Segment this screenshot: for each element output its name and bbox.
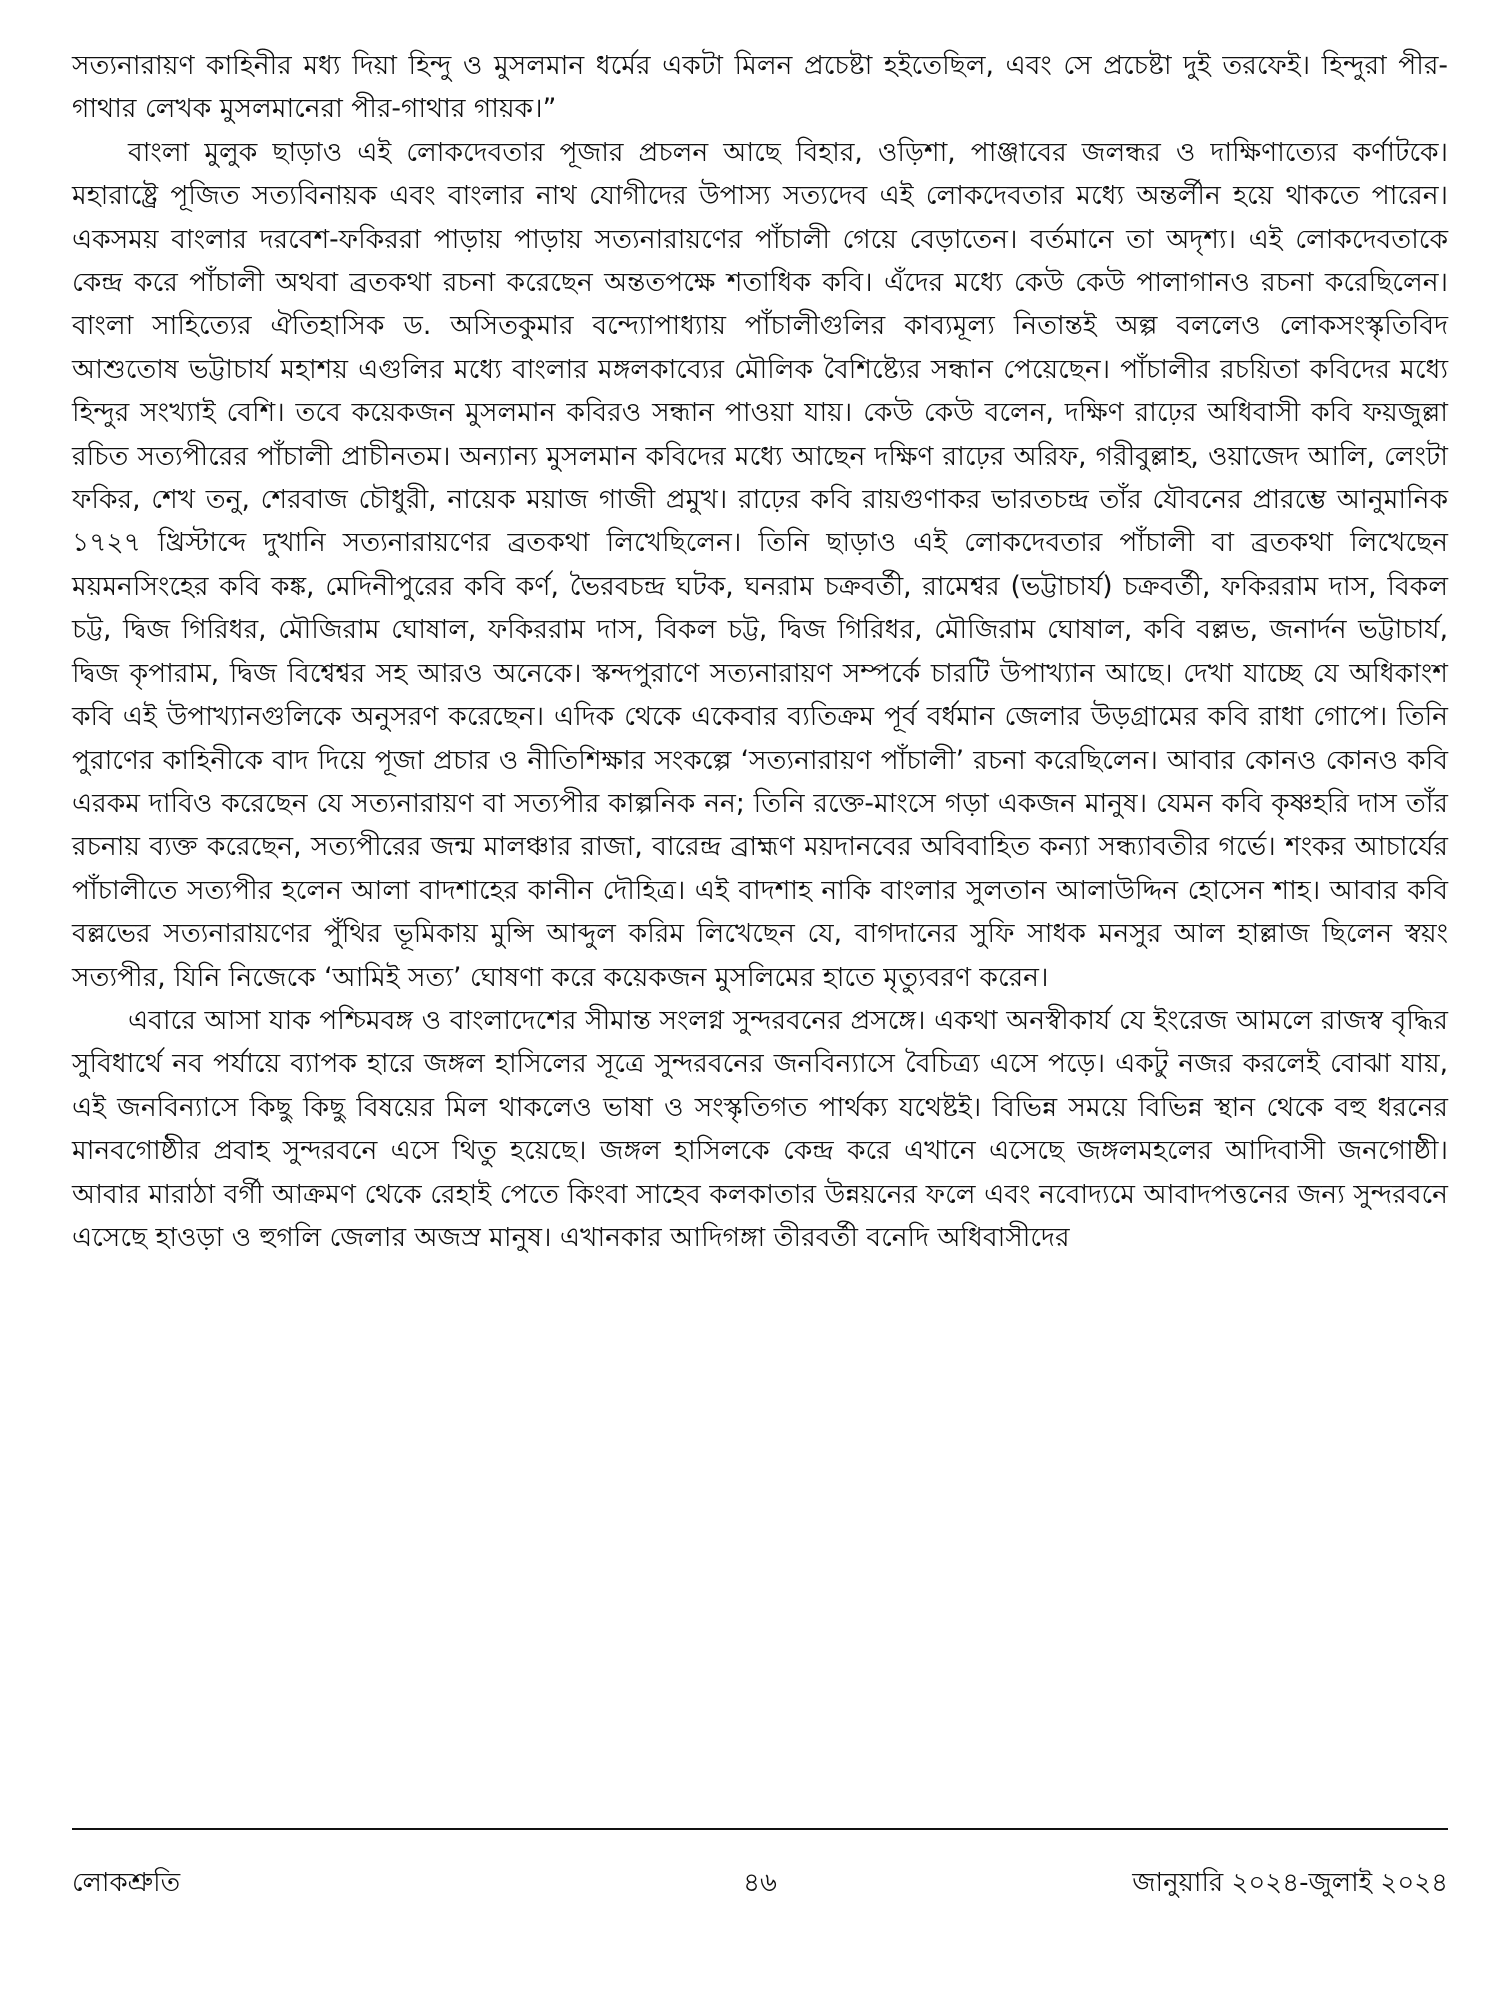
page-number: ৪৬	[743, 1868, 777, 1898]
footer-divider	[72, 1828, 1448, 1830]
paragraph-satyanarayan-poets: বাংলা মুলুক ছাড়াও এই লোকদেবতার পূজার প্রচলন আছে বিহার, ওড়িশা, পাঞ্জাবের জলন্ধর ও দাক্ষিণাত্যের কর্ণাটকে। মহারাষ্ট্রে পূজিত সত্যবিনায়ক এবং বাংলার নাথ যোগীদের উপাস্য সত্যদেব এই লোকদেবতার মধ্যে অন্তর্লীন হয়ে থাকতে পারেন। একসময় বাংলার দরবেশ-ফকিররা পাড়ায় পাড়ায় সত্যনারায়ণের পাঁচালী গেয়ে বেড়াতেন। বর্তমানে তা অদৃশ্য। এই লোকদেবতাকে কেন্দ্র করে পাঁচালী অথবা ব্রতকথা রচনা করেছেন অন্ততপক্ষে শতাধিক কবি। এঁদের মধ্যে কেউ কেউ পালাগানও রচনা করেছিলেন। বাংলা সাহিত্যের ঐতিহাসিক ড. অসিতকুমার বন্দ্যোপাধ্যায় পাঁচালীগুলির কাব্যমূল্য নিতান্তই অল্প বললেও লোকসংস্কৃতিবিদ আশুতোষ ভট্টাচার্য মহাশয় এগুলির মধ্যে বাংলার মঙ্গলকাব্যের মৌলিক বৈশিষ্ট্যের সন্ধান পেয়েছেন। পাঁচালীর রচয়িতা কবিদের মধ্যে হিন্দুর সংখ্যাই বেশি। তবে কয়েকজন মুসলমান কবিরও সন্ধান পাওয়া যায়। কেউ কেউ বলেন, দক্ষিণ রাঢ়ের অধিবাসী কবি ফয়জুল্লা রচিত সত্যপীরের পাঁচালী প্রাচীনতম। অন্যান্য মুসলমান কবিদের মধ্যে আছেন দক্ষিণ রাঢ়ের অরিফ, গরীবুল্লাহ, ওয়াজেদ আলি, লেংটা ফকির, শেখ তনু, শেরবাজ চৌধুরী, নায়েক ময়াজ গাজী প্রমুখ। রাঢ়ের কবি রায়গুণাকর ভারতচন্দ্র তাঁর যৌবনের প্রারম্ভে আনুমানিক ১৭২৭ খ্রিস্টাব্দে দুখানি সত্যনারায়ণের ব্রতকথা লিখেছিলেন। তিনি ছাড়াও এই লোকদেবতার পাঁচালী বা ব্রতকথা লিখেছেন ময়মনসিংহের কবি কঙ্ক, মেদিনীপুরের কবি কর্ণ, ভৈরবচন্দ্র ঘটক, ঘনরাম চক্রবর্তী, রামেশ্বর (ভট্টাচার্য) চক্রবর্তী, ফকিররাম দাস, বিকল চট্ট, দ্বিজ গিরিধর, মৌজিরাম ঘোষাল, ফকিররাম দাস, বিকল চট্ট, দ্বিজ গিরিধর, মৌজিরাম ঘোষাল, কবি বল্লভ, জনার্দন ভট্টাচার্য, দ্বিজ কৃপারাম, দ্বিজ বিশ্বেশ্বর সহ আরও অনেকে। স্কন্দপুরাণে সত্যনারায়ণ সম্পর্কে চারটি উপাখ্যান আছে। দেখা যাচ্ছে যে অধিকাংশ কবি এই উপাখ্যানগুলিকে অনুসরণ করেছেন। এদিক থেকে একেবার ব্যতিক্রম পূর্ব বর্ধমান জেলার উড়গ্রামের কবি রাধা গোপে। তিনি পুরাণের কাহিনীকে বাদ দিয়ে পূজা প্রচার ও নীতিশিক্ষার সংকল্পে ‘সত্যনারায়ণ পাঁচালী’ রচনা করেছিলেন। আবার কোনও কোনও কবি এরকম দাবিও করেছেন যে সত্যনারায়ণ বা সত্যপীর কাল্পনিক নন; তিনি রক্তে-মাংসে গড়া একজন মানুষ। যেমন কবি কৃষ্ণহরি দাস তাঁর রচনায় ব্যক্ত করেছেন, সত্যপীরের জন্ম মালঞ্চার রাজা, বারেন্দ্র ব্রাহ্মণ ময়দানবের অবিবাহিত কন্যা সন্ধ্যাবতীর গর্ভে। শংকর আচার্যের পাঁচালীতে সত্যপীর হলেন আলা বাদশাহের কানীন দৌহিত্র। এই বাদশাহ নাকি বাংলার সুলতান আলাউদ্দিন হোসেন শাহ। আবার কবি বল্লভের সত্যনারায়ণের পুঁথির ভূমিকায় মুন্সি আব্দুল করিম লিখেছেন যে, বাগদানের সুফি সাধক মনসুর আল হাল্লাজ ছিলেন স্বয়ং সত্যপীর, যিনি নিজেকে ‘আমিই সত্য’ ঘোষণা করে কয়েকজন মুসলিমের হাতে মৃত্যুবরণ করেন।	[72, 136, 1448, 993]
page-footer	[72, 1862, 1448, 1902]
journal-name: লোকশ্রুতি	[72, 1868, 181, 1898]
paragraph-continuation: সত্যনারায়ণ কাহিনীর মধ্য দিয়া হিন্দু ও মুসলমান ধর্মের একটা মিলন প্রচেষ্টা হইতেছিল, এবং সে প্রচেষ্টা দুই তরফেই। হিন্দুরা পীর-গাথার লেখক মুসলমানেরা পীর-গাথার গায়ক।”	[72, 50, 1448, 125]
paragraph-sundarban: এবারে আসা যাক পশ্চিমবঙ্গ ও বাংলাদেশের সীমান্ত সংলগ্ন সুন্দরবনের প্রসঙ্গে। একথা অনস্বীকার্য যে ইংরেজ আমলে রাজস্ব বৃদ্ধির সুবিধার্থে নব পর্যায়ে ব্যাপক হারে জঙ্গল হাসিলের সূত্রে সুন্দরবনের জনবিন্যাসে বৈচিত্র্য এসে পড়ে। একটু নজর করলেই বোঝা যায়, এই জনবিন্যাসে কিছু কিছু বিষয়ের মিল থাকলেও ভাষা ও সংস্কৃতিগত পার্থক্য যথেষ্টই। বিভিন্ন সময়ে বিভিন্ন স্থান থেকে বহু ধরনের মানবগোষ্ঠীর প্রবাহ সুন্দরবনে এসে থিতু হয়েছে। জঙ্গল হাসিলকে কেন্দ্র করে এখানে এসেছে জঙ্গলমহলের আদিবাসী জনগোষ্ঠী। আবার মারাঠা বর্গী আক্রমণ থেকে রেহাই পেতে কিংবা সাহেব কলকাতার উন্নয়নের ফলে এবং নবোদ্যমে আবাদপত্তনের জন্য সুন্দরবনে এসেছে হাওড়া ও হুগলি জেলার অজস্র মানুষ। এখানকার আদিগঙ্গা তীরবর্তী বনেদি অধিবাসীদের	[72, 1004, 1448, 1253]
issue-date: জানুয়ারি ২০২৪-জুলাই ২০২৪	[1132, 1868, 1448, 1898]
article-body	[72, 44, 1448, 1259]
